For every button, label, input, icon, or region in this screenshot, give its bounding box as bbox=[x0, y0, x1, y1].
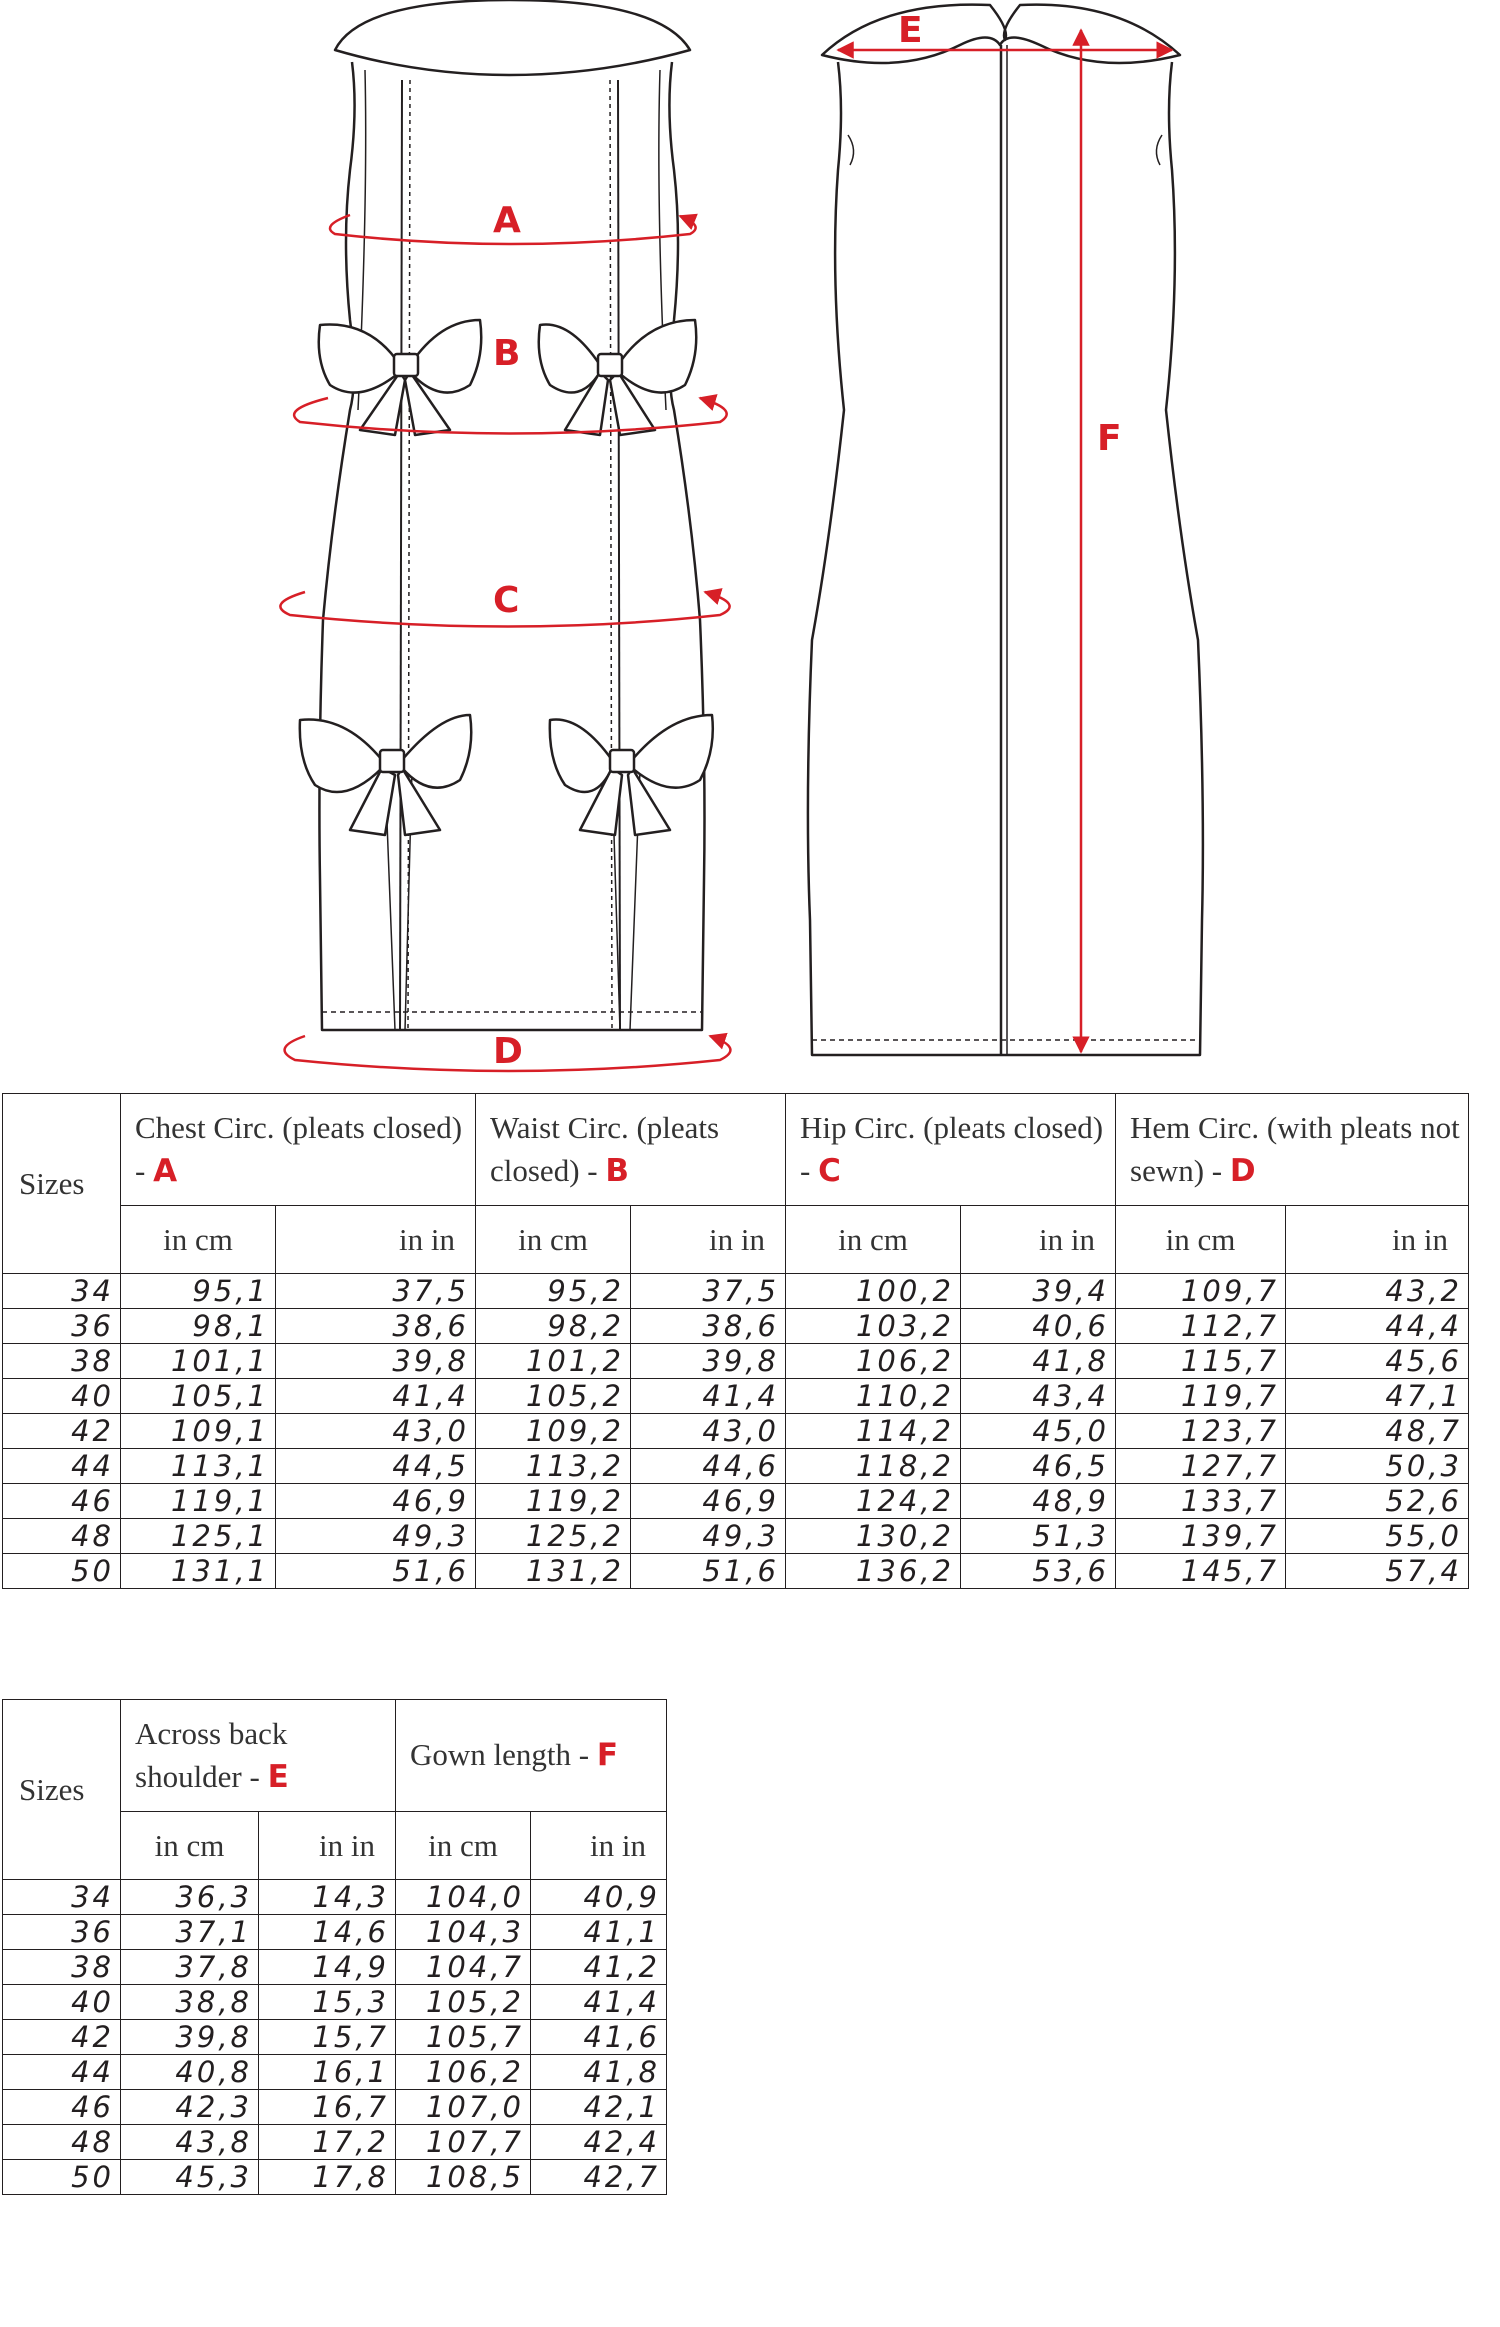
measurement-cell: 41,2 bbox=[531, 1950, 667, 1985]
table-row bbox=[3, 1950, 667, 1985]
measurement-cell: 42,4 bbox=[531, 2125, 667, 2160]
measurement-cell: 109,1 bbox=[121, 1414, 276, 1449]
front-collar bbox=[335, 0, 690, 75]
measurement-cell: 125,2 bbox=[476, 1519, 631, 1554]
table-row bbox=[3, 1344, 1469, 1379]
measurement-cell: 15,7 bbox=[259, 2020, 396, 2055]
measurement-cell: 43,4 bbox=[961, 1379, 1116, 1414]
measurement-cell: 145,7 bbox=[1116, 1554, 1286, 1589]
size-cell: 36 bbox=[3, 1309, 121, 1344]
measurement-cell: 105,7 bbox=[396, 2020, 531, 2055]
size-cell: 42 bbox=[3, 2020, 121, 2055]
measurement-cell: 106,2 bbox=[396, 2055, 531, 2090]
measurement-cell: 48,9 bbox=[961, 1484, 1116, 1519]
unit-cm-header: in cm bbox=[121, 1812, 259, 1880]
measurement-cell: 44,4 bbox=[1286, 1309, 1469, 1344]
measurement-cell: 42,3 bbox=[121, 2090, 259, 2125]
label-f: F bbox=[1097, 418, 1122, 459]
size-cell: 34 bbox=[3, 1274, 121, 1309]
measurement-cell: 119,7 bbox=[1116, 1379, 1286, 1414]
unit-cm-header: in cm bbox=[121, 1206, 276, 1274]
table-row bbox=[3, 1379, 1469, 1414]
table-row bbox=[3, 1449, 1469, 1484]
label-d: D bbox=[493, 1031, 523, 1072]
size-cell: 36 bbox=[3, 1915, 121, 1950]
back-view bbox=[808, 5, 1203, 1055]
sizes-header: Sizes bbox=[3, 1700, 121, 1880]
hip-circ-header: Hip Circ. (pleats closed) - C bbox=[786, 1094, 1116, 1206]
measurement-cell: 49,3 bbox=[276, 1519, 476, 1554]
measurement-cell: 131,2 bbox=[476, 1554, 631, 1589]
measurement-cell: 55,0 bbox=[1286, 1519, 1469, 1554]
measurement-cell: 136,2 bbox=[786, 1554, 961, 1589]
measurement-cell: 17,2 bbox=[259, 2125, 396, 2160]
measurement-cell: 14,3 bbox=[259, 1880, 396, 1915]
measurement-cell: 17,8 bbox=[259, 2160, 396, 2195]
measurement-cell: 139,7 bbox=[1116, 1519, 1286, 1554]
measurement-cell: 37,5 bbox=[631, 1274, 786, 1309]
bow bbox=[550, 715, 713, 835]
table-row bbox=[3, 1414, 1469, 1449]
back-body-outline bbox=[808, 62, 1203, 1055]
size-cell: 50 bbox=[3, 1554, 121, 1589]
measurement-cell: 40,9 bbox=[531, 1880, 667, 1915]
measurement-cell: 95,1 bbox=[121, 1274, 276, 1309]
measurement-cell: 46,5 bbox=[961, 1449, 1116, 1484]
measurement-cell: 109,7 bbox=[1116, 1274, 1286, 1309]
measurement-cell: 43,8 bbox=[121, 2125, 259, 2160]
measurement-cell: 112,7 bbox=[1116, 1309, 1286, 1344]
table-row bbox=[3, 2090, 667, 2125]
measurement-cell: 37,5 bbox=[276, 1274, 476, 1309]
measurement-cell: 95,2 bbox=[476, 1274, 631, 1309]
measurement-cell: 114,2 bbox=[786, 1414, 961, 1449]
measurement-cell: 98,2 bbox=[476, 1309, 631, 1344]
size-cell: 50 bbox=[3, 2160, 121, 2195]
measurement-cell: 41,6 bbox=[531, 2020, 667, 2055]
measurement-cell: 46,9 bbox=[276, 1484, 476, 1519]
unit-cm-header: in cm bbox=[396, 1812, 531, 1880]
unit-in-header: in in bbox=[631, 1206, 786, 1274]
size-cell: 40 bbox=[3, 1379, 121, 1414]
measurement-cell: 104,0 bbox=[396, 1880, 531, 1915]
table-row bbox=[3, 1985, 667, 2020]
measurement-cell: 50,3 bbox=[1286, 1449, 1469, 1484]
size-cell: 46 bbox=[3, 2090, 121, 2125]
bow bbox=[319, 320, 482, 435]
unit-in-header: in in bbox=[961, 1206, 1116, 1274]
table-row bbox=[3, 1915, 667, 1950]
measurement-cell: 38,6 bbox=[631, 1309, 786, 1344]
measurement-cell: 118,2 bbox=[786, 1449, 961, 1484]
measurement-cell: 42,7 bbox=[531, 2160, 667, 2195]
measurement-cell: 41,4 bbox=[276, 1379, 476, 1414]
measurement-cell: 41,8 bbox=[531, 2055, 667, 2090]
table-row bbox=[3, 1309, 1469, 1344]
measurement-cell: 16,7 bbox=[259, 2090, 396, 2125]
label-b: B bbox=[493, 333, 521, 374]
measurement-cell: 36,3 bbox=[121, 1880, 259, 1915]
measurement-cell: 108,5 bbox=[396, 2160, 531, 2195]
size-cell: 44 bbox=[3, 2055, 121, 2090]
table-row bbox=[3, 2020, 667, 2055]
measurement-cell: 131,1 bbox=[121, 1554, 276, 1589]
size-cell: 48 bbox=[3, 1519, 121, 1554]
measurement-cell: 119,2 bbox=[476, 1484, 631, 1519]
measurement-cell: 113,2 bbox=[476, 1449, 631, 1484]
measurement-cell: 119,1 bbox=[121, 1484, 276, 1519]
table-row bbox=[3, 1519, 1469, 1554]
measurement-cell: 51,3 bbox=[961, 1519, 1116, 1554]
size-cell: 42 bbox=[3, 1414, 121, 1449]
label-c: C bbox=[493, 580, 520, 621]
measurement-cell: 39,4 bbox=[961, 1274, 1116, 1309]
bow bbox=[300, 715, 471, 835]
measurement-cell: 107,0 bbox=[396, 2090, 531, 2125]
measurement-cell: 41,8 bbox=[961, 1344, 1116, 1379]
measurement-cell: 101,1 bbox=[121, 1344, 276, 1379]
table-row bbox=[3, 2125, 667, 2160]
size-cell: 40 bbox=[3, 1985, 121, 2020]
measurement-cell: 46,9 bbox=[631, 1484, 786, 1519]
label-a: A bbox=[493, 200, 521, 241]
measurement-cell: 43,0 bbox=[631, 1414, 786, 1449]
unit-in-header: in in bbox=[531, 1812, 667, 1880]
measurement-cell: 123,7 bbox=[1116, 1414, 1286, 1449]
back-shoulder-header: Across back shoulder - E bbox=[121, 1700, 396, 1812]
measurement-cell: 51,6 bbox=[631, 1554, 786, 1589]
unit-in-header: in in bbox=[259, 1812, 396, 1880]
measurement-cell: 98,1 bbox=[121, 1309, 276, 1344]
size-cell: 46 bbox=[3, 1484, 121, 1519]
measurement-cell: 39,8 bbox=[631, 1344, 786, 1379]
measurement-cell: 47,1 bbox=[1286, 1379, 1469, 1414]
measurement-cell: 53,6 bbox=[961, 1554, 1116, 1589]
measurement-cell: 127,7 bbox=[1116, 1449, 1286, 1484]
measurement-cell: 57,4 bbox=[1286, 1554, 1469, 1589]
measurement-cell: 115,7 bbox=[1116, 1344, 1286, 1379]
measurement-cell: 40,6 bbox=[961, 1309, 1116, 1344]
gown-length-header: Gown length - F bbox=[396, 1700, 667, 1812]
measurement-cell: 37,1 bbox=[121, 1915, 259, 1950]
front-view bbox=[300, 0, 713, 1030]
measurement-cell: 105,1 bbox=[121, 1379, 276, 1414]
shoulder-length-size-table bbox=[2, 1699, 667, 2195]
table-row bbox=[3, 1274, 1469, 1309]
measurement-cell: 43,0 bbox=[276, 1414, 476, 1449]
measurement-cell: 14,6 bbox=[259, 1915, 396, 1950]
measurement-cell: 45,0 bbox=[961, 1414, 1116, 1449]
unit-in-header: in in bbox=[1286, 1206, 1469, 1274]
circumference-size-table bbox=[2, 1093, 1469, 1589]
unit-cm-header: in cm bbox=[1116, 1206, 1286, 1274]
measurement-cell: 14,9 bbox=[259, 1950, 396, 1985]
measurement-cell: 51,6 bbox=[276, 1554, 476, 1589]
measurement-markers bbox=[280, 30, 1172, 1071]
measurement-cell: 101,2 bbox=[476, 1344, 631, 1379]
unit-in-header: in in bbox=[276, 1206, 476, 1274]
hem-circ-header: Hem Circ. (with pleats not sewn) - D bbox=[1116, 1094, 1469, 1206]
measurement-cell: 100,2 bbox=[786, 1274, 961, 1309]
measurement-cell: 45,3 bbox=[121, 2160, 259, 2195]
table-row bbox=[3, 2055, 667, 2090]
measurement-cell: 105,2 bbox=[476, 1379, 631, 1414]
measurement-cell: 39,8 bbox=[121, 2020, 259, 2055]
size-cell: 48 bbox=[3, 2125, 121, 2160]
measurement-cell: 15,3 bbox=[259, 1985, 396, 2020]
measurement-cell: 133,7 bbox=[1116, 1484, 1286, 1519]
measurement-cell: 44,5 bbox=[276, 1449, 476, 1484]
measurement-cell: 124,2 bbox=[786, 1484, 961, 1519]
measurement-cell: 42,1 bbox=[531, 2090, 667, 2125]
table-row bbox=[3, 1484, 1469, 1519]
table-row bbox=[3, 1880, 667, 1915]
unit-cm-header: in cm bbox=[476, 1206, 631, 1274]
sizes-header: Sizes bbox=[3, 1094, 121, 1274]
measurement-cell: 104,3 bbox=[396, 1915, 531, 1950]
measurement-cell: 44,6 bbox=[631, 1449, 786, 1484]
measurement-cell: 110,2 bbox=[786, 1379, 961, 1414]
measurement-labels bbox=[493, 10, 1122, 1072]
size-cell: 38 bbox=[3, 1344, 121, 1379]
unit-cm-header: in cm bbox=[786, 1206, 961, 1274]
measurement-cell: 16,1 bbox=[259, 2055, 396, 2090]
measurement-cell: 43,2 bbox=[1286, 1274, 1469, 1309]
measurement-cell: 49,3 bbox=[631, 1519, 786, 1554]
measurement-cell: 107,7 bbox=[396, 2125, 531, 2160]
size-cell: 34 bbox=[3, 1880, 121, 1915]
measurement-cell: 104,7 bbox=[396, 1950, 531, 1985]
measurement-cell: 103,2 bbox=[786, 1309, 961, 1344]
measurement-cell: 40,8 bbox=[121, 2055, 259, 2090]
measurement-cell: 105,2 bbox=[396, 1985, 531, 2020]
measurement-cell: 41,4 bbox=[531, 1985, 667, 2020]
table-row bbox=[3, 2160, 667, 2195]
measurement-cell: 125,1 bbox=[121, 1519, 276, 1554]
measurement-cell: 37,8 bbox=[121, 1950, 259, 1985]
label-e: E bbox=[898, 10, 923, 51]
waist-circ-header: Waist Circ. (pleats closed) - B bbox=[476, 1094, 786, 1206]
measurement-cell: 48,7 bbox=[1286, 1414, 1469, 1449]
size-cell: 44 bbox=[3, 1449, 121, 1484]
size-cell: 38 bbox=[3, 1950, 121, 1985]
bow bbox=[539, 320, 697, 435]
chest-circ-header: Chest Circ. (pleats closed) - A bbox=[121, 1094, 476, 1206]
measurement-cell: 38,8 bbox=[121, 1985, 259, 2020]
measurement-cell: 113,1 bbox=[121, 1449, 276, 1484]
back-center-zip bbox=[812, 45, 1200, 1055]
measurement-cell: 39,8 bbox=[276, 1344, 476, 1379]
measurement-cell: 41,4 bbox=[631, 1379, 786, 1414]
measurement-cell: 130,2 bbox=[786, 1519, 961, 1554]
measurement-cell: 106,2 bbox=[786, 1344, 961, 1379]
table-row bbox=[3, 1554, 1469, 1589]
measurement-cell: 45,6 bbox=[1286, 1344, 1469, 1379]
dress-technical-drawing bbox=[0, 0, 1500, 1090]
measurement-cell: 41,1 bbox=[531, 1915, 667, 1950]
measurement-cell: 38,6 bbox=[276, 1309, 476, 1344]
measurement-cell: 52,6 bbox=[1286, 1484, 1469, 1519]
measurement-cell: 109,2 bbox=[476, 1414, 631, 1449]
